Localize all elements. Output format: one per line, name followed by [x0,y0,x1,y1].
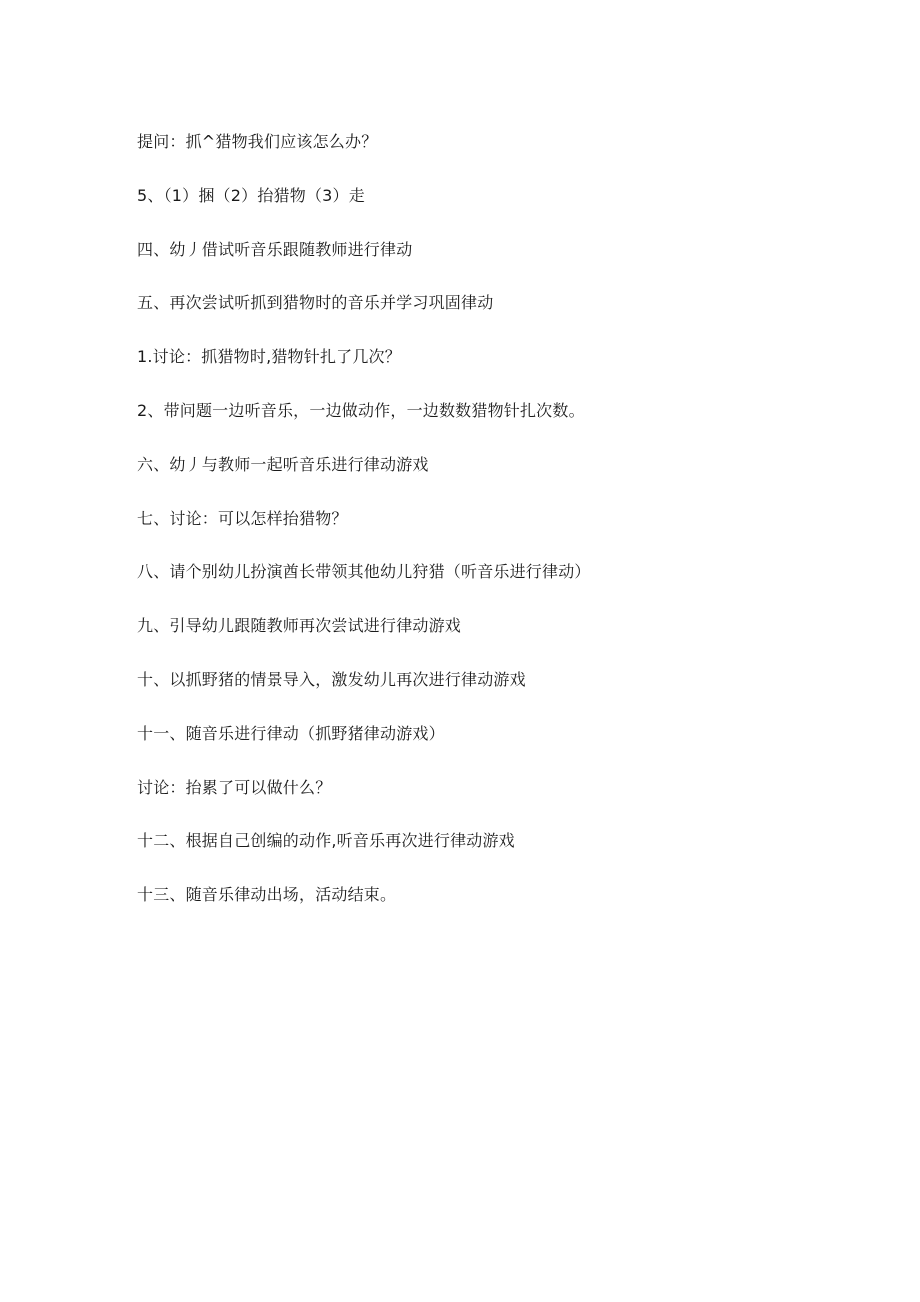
document-body [137,128,837,935]
line-section-10: 十、以抓野猪的情景导入，激发幼儿再次进行律动游戏 [137,669,526,689]
line-discussion-rest: 讨论：抬累了可以做什么？ [137,777,332,797]
line-step-5: 5、（1）捆（2）抬猎物（3）走 [137,185,365,205]
line-section-8: 八、请个别幼儿扮演酋长带领其他幼儿狩猎（听音乐进行律动） [137,562,591,582]
line-section-4: 四、幼丿借试听音乐跟随教师进行律动 [137,239,413,259]
line-step-2: 2、带问题一边听音乐，一边做动作，一边数数猎物针扎次数。 [137,400,585,420]
line-section-7: 七、讨论：可以怎样抬猎物？ [137,508,348,528]
line-section-6: 六、幼丿与教师一起听音乐进行律动游戏 [137,454,429,474]
line-section-9: 九、引导幼儿跟随教师再次尝试进行律动游戏 [137,616,462,636]
line-section-5: 五、再次尝试听抓到猎物时的音乐并学习巩固律动 [137,293,494,313]
line-question: 提问：抓^猎物我们应该怎么办？ [137,132,378,151]
line-section-13: 十三、随音乐律动出场，活动结束。 [137,885,397,905]
line-discussion-1: 1.讨论：抓猎物时,猎物针扎了几次？ [137,347,401,367]
line-section-12: 十二、根据自己创编的动作,听音乐再次进行律动游戏 [137,831,515,851]
line-section-11: 十一、随音乐进行律动（抓野猪律动游戏） [137,723,445,743]
